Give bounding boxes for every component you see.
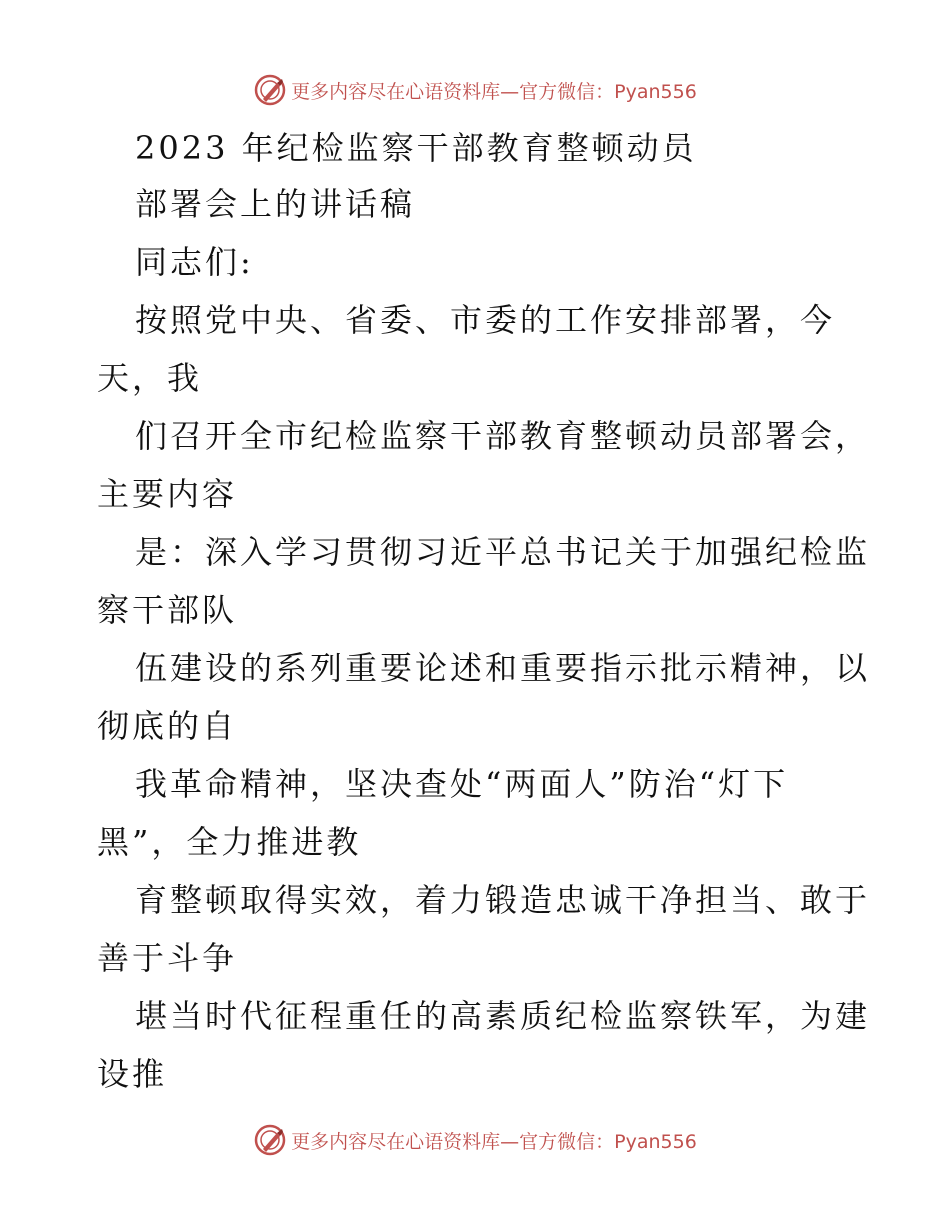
- title-line-1: 2023 年纪检监察干部教育整顿动员: [135, 129, 697, 167]
- paragraph-line: 主要内容: [97, 475, 238, 513]
- header-watermark: [0, 70, 950, 110]
- title-line-2: 部署会上的讲话稿: [135, 185, 416, 223]
- paragraph-line: 育整顿取得实效，着力锻造忠诚干净担当、敢于: [135, 881, 871, 919]
- watermark-text: 更多内容尽在心语资料库—官方微信：Pyan556: [291, 80, 697, 103]
- paragraph-line: 按照党中央、省委、市委的工作安排部署，今: [135, 301, 836, 339]
- pen-logo-icon: [253, 1123, 287, 1157]
- pen-logo-icon: [253, 73, 287, 107]
- paragraph-line: 我革命精神，坚决查处“两面人”防治“灯下: [135, 765, 789, 803]
- paragraph-line: 堪当时代征程重任的高素质纪检监察铁军，为建: [135, 997, 871, 1035]
- paragraph-line: 天，我: [97, 359, 203, 397]
- paragraph-line: 们召开全市纪检监察干部教育整顿动员部署会，: [135, 417, 871, 455]
- paragraph-line: 彻底的自: [97, 707, 238, 745]
- paragraph-line: 善于斗争: [97, 939, 238, 977]
- paragraph-line: 黑”，全力推进教: [97, 823, 362, 861]
- salutation: 同志们:: [135, 243, 254, 281]
- paragraph-line: 察干部队: [97, 591, 238, 629]
- watermark-text: 更多内容尽在心语资料库—官方微信：Pyan556: [291, 1130, 697, 1153]
- paragraph-line: 是：深入学习贯彻习近平总书记关于加强纪检监: [135, 533, 871, 571]
- footer-watermark: [0, 1120, 950, 1160]
- paragraph-line: 伍建设的系列重要论述和重要指示批示精神，以: [135, 649, 871, 687]
- paragraph-line: 设推: [97, 1055, 168, 1093]
